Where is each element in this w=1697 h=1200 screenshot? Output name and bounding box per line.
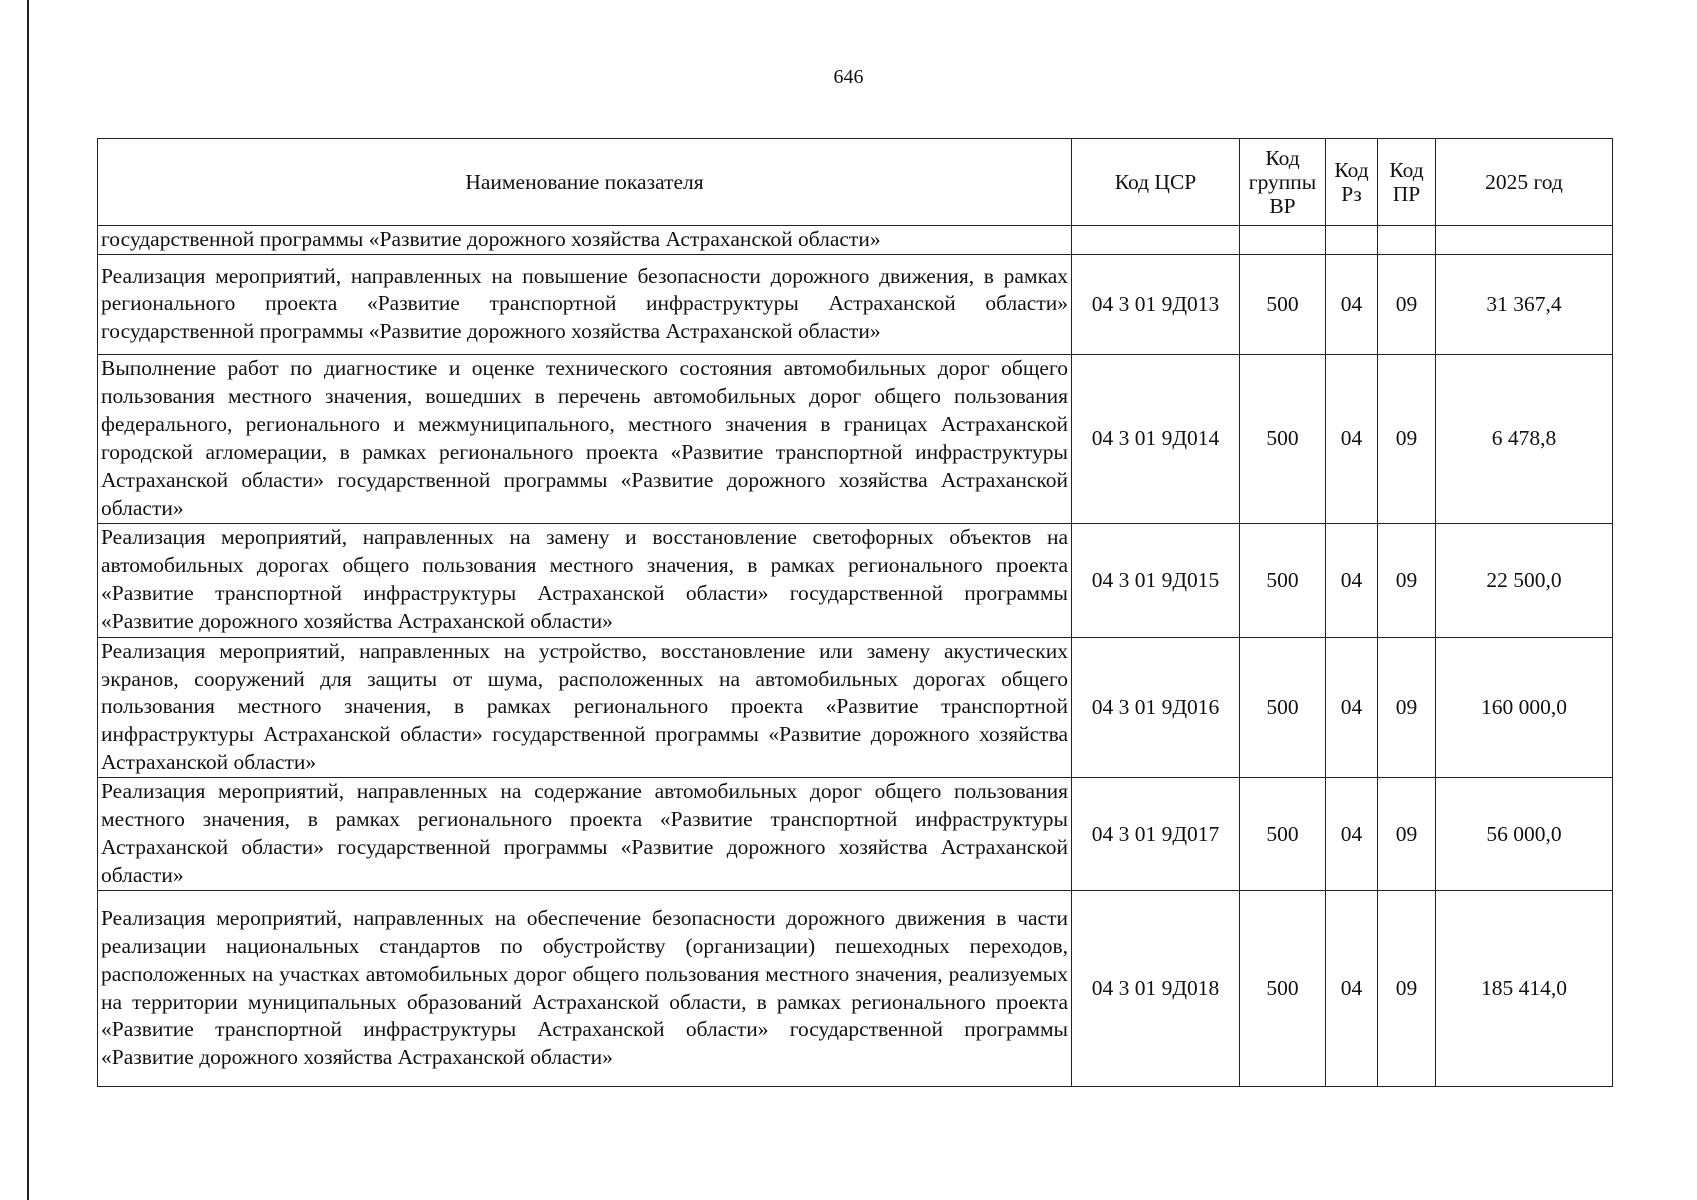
row-name: Реализация мероприятий, направленных на обеспечение безопасности дорожного движения в части реализации национальных стандартов по обустройству (организации) пешеходных переходов, расположенных на участках автомобильных дорог общего пользования местного значения, реализуемых на территории муниципальных образований Астраханской области, в рамках регионального проекта «Развитие транспортной инфраструктуры Астраханской области» государственной программы «Развитие дорожного хозяйства Астраханской области» [98, 891, 1072, 1087]
empty-cell [1240, 226, 1326, 255]
row-vr: 500 [1240, 891, 1326, 1087]
empty-cell [1378, 226, 1436, 255]
header-year: 2025 год [1436, 139, 1613, 226]
row-pr: 09 [1378, 523, 1436, 637]
continuation-text: государственной программы «Развитие дорожного хозяйства Астраханской области» [98, 226, 1072, 255]
row-pr: 09 [1378, 637, 1436, 778]
row-vr: 500 [1240, 354, 1326, 523]
row-pr: 09 [1378, 891, 1436, 1087]
row-pr: 09 [1378, 354, 1436, 523]
row-vr: 500 [1240, 637, 1326, 778]
row-name: Реализация мероприятий, направленных на содержание автомобильных дорог общего пользования местного значения, в рамках регионального проекта «Развитие транспортной инфраструктуры Астраханской области» государственной программы «Развитие дорожного хозяйства Астраханской области» [98, 778, 1072, 891]
row-csr: 04 3 01 9Д013 [1072, 254, 1240, 354]
row-amount: 56 000,0 [1436, 778, 1613, 891]
header-csr: Код ЦСР [1072, 139, 1240, 226]
table-row [98, 354, 1613, 523]
row-csr: 04 3 01 9Д017 [1072, 778, 1240, 891]
table-row [98, 637, 1613, 778]
row-rz: 04 [1326, 354, 1378, 523]
row-csr: 04 3 01 9Д014 [1072, 354, 1240, 523]
row-amount: 22 500,0 [1436, 523, 1613, 637]
row-rz: 04 [1326, 891, 1378, 1087]
page-number: 646 [833, 66, 864, 88]
row-vr: 500 [1240, 778, 1326, 891]
row-amount: 185 414,0 [1436, 891, 1613, 1087]
row-name: Реализация мероприятий, направленных на устройство, восстановление или замену акустических экранов, сооружений для защиты от шума, расположенных на автомобильных дорогах общего пользования местного значения, в рамках регионального проекта «Развитие транспортной инфраструктуры Астраханской области» государственной программы «Развитие дорожного хозяйства Астраханской области» [98, 637, 1072, 778]
header-rz: Код Рз [1326, 139, 1378, 226]
empty-cell [1436, 226, 1613, 255]
header-row [98, 139, 1613, 226]
table-row [98, 778, 1613, 891]
row-csr: 04 3 01 9Д016 [1072, 637, 1240, 778]
header-pr: Код ПР [1378, 139, 1436, 226]
row-name: Реализация мероприятий, направленных на замену и восстановление светофорных объектов на автомобильных дорогах общего пользования местного значения, в рамках регионального проекта «Развитие транспортной инфраструктуры Астраханской области» государственной программы «Развитие дорожного хозяйства Астраханской области» [98, 523, 1072, 637]
table-header [98, 139, 1613, 226]
row-amount: 31 367,4 [1436, 254, 1613, 354]
table-row [98, 254, 1613, 354]
row-name: Реализация мероприятий, направленных на повышение безопасности дорожного движения, в рамках регионального проекта «Развитие транспортной инфраструктуры Астраханской области» государственной программы «Развитие дорожного хозяйства Астраханской области» [98, 254, 1072, 354]
row-rz: 04 [1326, 778, 1378, 891]
header-name: Наименование показателя [98, 139, 1072, 226]
left-margin-rule [27, 0, 29, 1200]
row-csr: 04 3 01 9Д015 [1072, 523, 1240, 637]
empty-cell [1072, 226, 1240, 255]
header-vr: Код группы ВР [1240, 139, 1326, 226]
row-vr: 500 [1240, 254, 1326, 354]
budget-table [97, 138, 1613, 1087]
continuation-row [98, 226, 1613, 255]
empty-cell [1326, 226, 1378, 255]
row-pr: 09 [1378, 778, 1436, 891]
row-rz: 04 [1326, 523, 1378, 637]
table-row [98, 523, 1613, 637]
row-amount: 6 478,8 [1436, 354, 1613, 523]
table-row [98, 891, 1613, 1087]
row-pr: 09 [1378, 254, 1436, 354]
table-body [98, 226, 1613, 1087]
row-amount: 160 000,0 [1436, 637, 1613, 778]
row-rz: 04 [1326, 637, 1378, 778]
row-name: Выполнение работ по диагностике и оценке технического состояния автомобильных дорог общего пользования местного значения, вошедших в перечень автомобильных дорог общего пользования федерального, регионального и межмуниципального, местного значения в границах Астраханской городской агломерации, в рамках регионального проекта «Развитие транспортной инфраструктуры Астраханской области» государственной программы «Развитие дорожного хозяйства Астраханской области» [98, 354, 1072, 523]
row-vr: 500 [1240, 523, 1326, 637]
row-rz: 04 [1326, 254, 1378, 354]
row-csr: 04 3 01 9Д018 [1072, 891, 1240, 1087]
